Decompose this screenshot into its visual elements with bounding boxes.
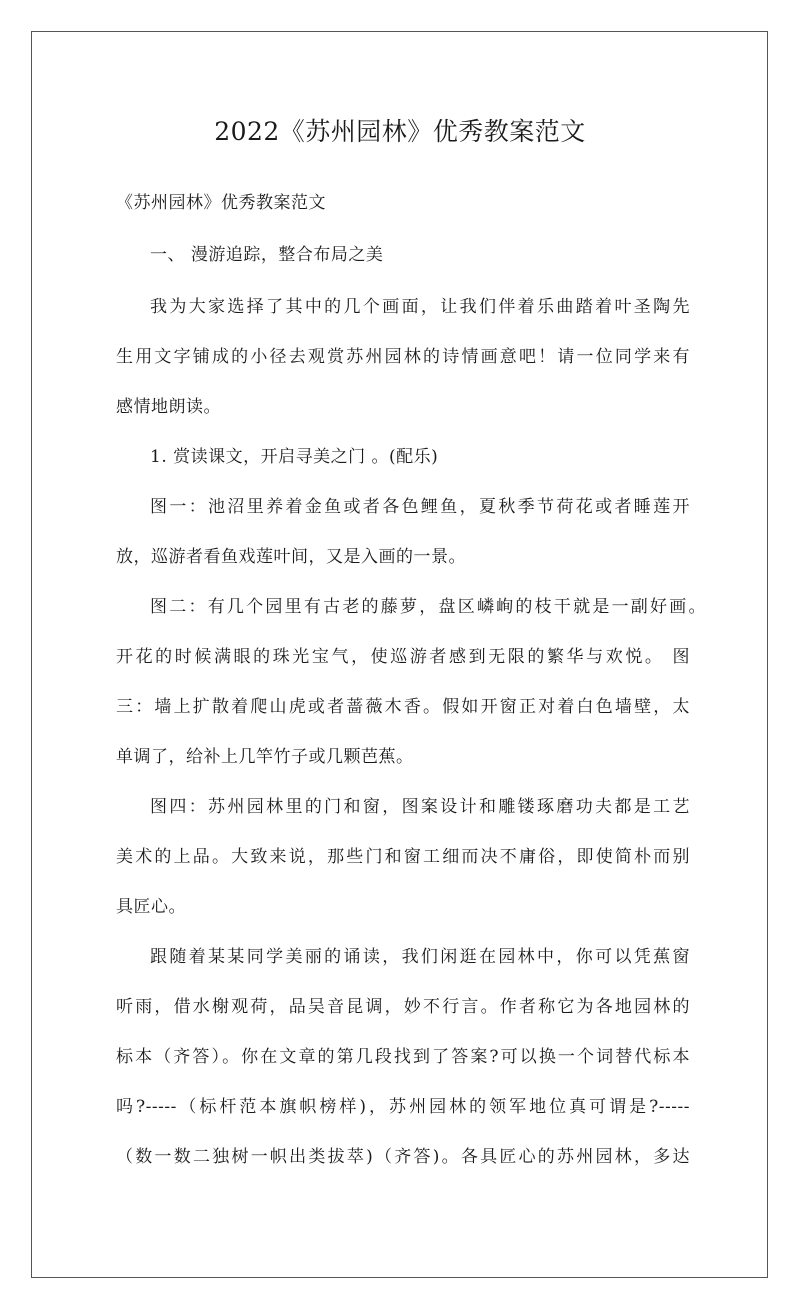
section-heading-1: 一、 漫游追踪，整合布局之美 — [150, 245, 384, 265]
paragraph-line: （数一数二独树一帜出类拔萃)（齐答)。各具匠心的苏州园林，多达 — [116, 1147, 690, 1167]
paragraph-line: 放，巡游者看鱼戏莲叶间，又是入画的一景。 — [116, 547, 466, 567]
paragraph-line: 感情地朗读。 — [116, 397, 221, 417]
paragraph-line: 我为大家选择了其中的几个画面，让我们伴着乐曲踏着叶圣陶先 — [150, 297, 690, 317]
paragraph-line: 美术的上品。大致来说，那些门和窗工细而决不庸俗，即使简朴而别 — [116, 847, 690, 867]
document-title: 2022《苏州园林》优秀教案范文 — [214, 117, 586, 146]
paragraph-line: 具匠心。 — [116, 897, 186, 917]
paragraph-line: 开花的时候满眼的珠光宝气，使巡游者感到无限的繁华与欢悦。 图 — [116, 647, 690, 667]
step-heading-1: 1. 赏读课文，开启寻美之门 。(配乐) — [150, 447, 439, 467]
paragraph-line: 吗?-----（标杆范本旗帜榜样)，苏州园林的领军地位真可谓是?----- — [116, 1097, 690, 1117]
subtitle-line: 《苏州园林》优秀教案范文 — [116, 193, 326, 213]
paragraph-line: 跟随着某某同学美丽的诵读，我们闲逛在园林中，你可以凭蕉窗 — [150, 947, 690, 967]
paragraph-line: 图四：苏州园林里的门和窗，图案设计和雕镂琢磨功夫都是工艺 — [150, 797, 690, 817]
paragraph-line: 标本（齐答）。你在文章的第几段找到了答案?可以换一个词替代标本 — [116, 1047, 690, 1067]
paragraph-line: 单调了，给补上几竿竹子或几颗芭蕉。 — [116, 747, 414, 767]
paragraph-line: 生用文字铺成的小径去观赏苏州园林的诗情画意吧！请一位同学来有 — [116, 347, 690, 367]
paragraph-line: 图二：有几个园里有古老的藤萝，盘区嶙峋的枝干就是一副好画。 — [150, 597, 706, 617]
paragraph-line: 听雨，借水榭观荷，品吴音昆调，妙不行言。作者称它为各地园林的 — [116, 997, 690, 1017]
paragraph-line: 三：墙上扩散着爬山虎或者蔷薇木香。假如开窗正对着白色墙壁，太 — [116, 697, 690, 717]
paragraph-line: 图一：池沼里养着金鱼或者各色鲤鱼，夏秋季节荷花或者睡莲开 — [150, 497, 690, 517]
